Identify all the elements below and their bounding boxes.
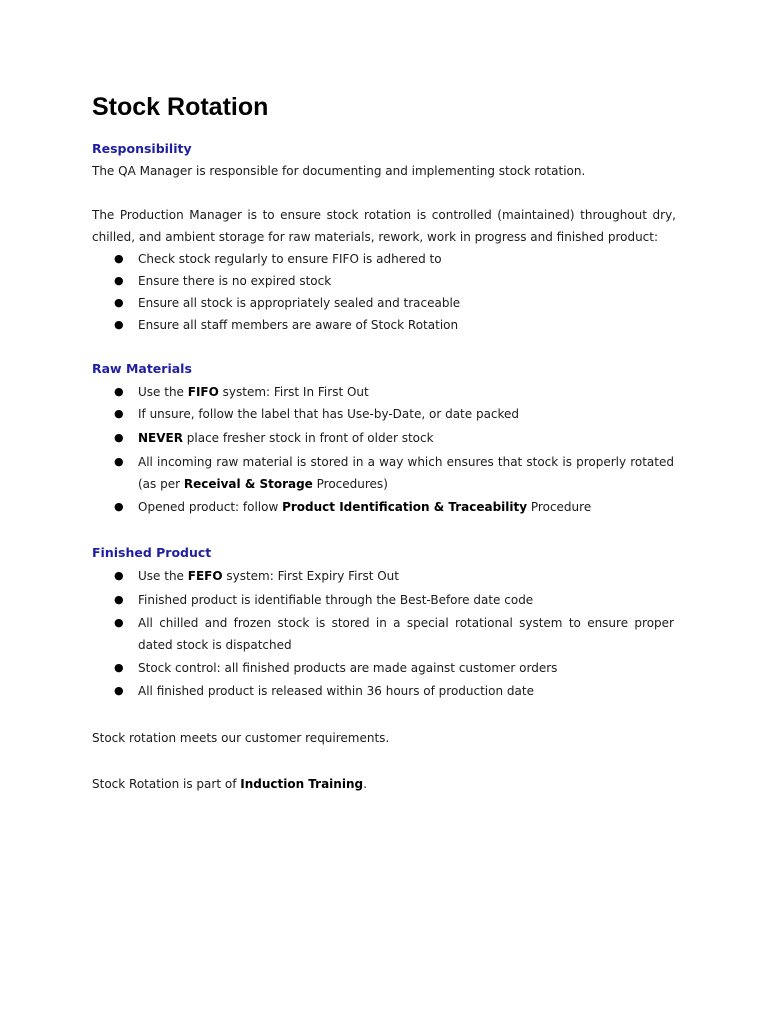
bullet-icon: ● [114, 616, 124, 629]
bullet-icon: ● [114, 661, 124, 674]
bullet-icon: ● [114, 407, 124, 420]
bullet-icon: ● [114, 274, 124, 287]
bullet-icon: ● [114, 500, 124, 513]
bullet-icon: ● [114, 252, 124, 265]
page-title: Stock Rotation [92, 93, 269, 121]
bullet-icon: ● [114, 385, 124, 398]
bullet-icon: ● [114, 296, 124, 309]
closing-paragraph-2: Stock Rotation is part of Induction Training. [92, 777, 367, 791]
bullet-icon: ● [114, 318, 124, 331]
bullet-icon: ● [114, 431, 124, 444]
bullet-icon: ● [114, 593, 124, 606]
document-page: Stock Rotation Responsibility The QA Manager is responsible for documenting and implementing stock rotation. The Production Manager is to ensure stock rotation is controlled (maintained) throughout dry, chilled, and ambient storage for raw materials, rework, work in progress and finished product: ● Check stock regularly to ensure FIFO is adhered to ● Ensure there is no expired stock ● Ensure all stock is appropriately sealed and traceable ● Ensure all staff members are aware of Stock Rotation Raw Materials ● Use the FIFO system: First In First Out ● If unsure, follow the label that has Use-by-Date, or date packed ● NEVER place fresher stock in front of older stock ● All incoming raw material is stored in a way which ensures that stock is properly rotated (as per Receival & Storage Procedures) ● Opened product: follow Product Identification & Traceability Procedure Finished Product ● Use the FEFO system: First Expiry First Out ● Finished product is identifiable through the Best-Before date code ● All chilled and frozen stock is stored in a special rotational system to ensure proper dated stock is dispatched ● Stock control: all finished products are made against customer orders ● All finished product is released within 36 hours of production date Stock rotation meets our customer requirements. Stock Rotation is part of Induction Training. [0, 0, 768, 1024]
finished-product-heading: Finished Product [92, 545, 212, 560]
responsibility-paragraph-1: The QA Manager is responsible for documenting and implementing stock rotation. [92, 164, 586, 178]
bullet-icon: ● [114, 684, 124, 697]
raw-materials-heading: Raw Materials [92, 361, 192, 376]
closing-paragraph-1: Stock rotation meets our customer requirements. [92, 731, 390, 745]
bullet-icon: ● [114, 569, 124, 582]
bullet-icon: ● [114, 455, 124, 468]
responsibility-heading: Responsibility [92, 141, 192, 156]
responsibility-paragraph-2: The Production Manager is to ensure stock rotation is controlled (maintained) throughout dry, chilled, and ambient storage for raw materials, rework, work in progress and finished product: [92, 208, 676, 244]
